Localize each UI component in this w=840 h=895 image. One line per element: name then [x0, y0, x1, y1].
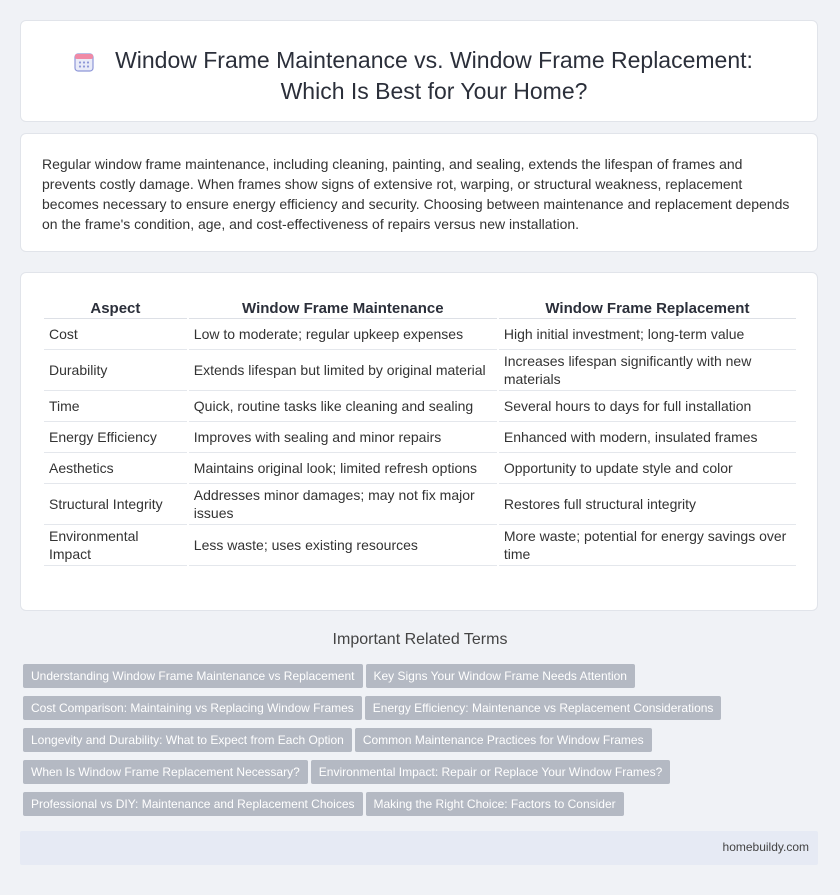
- title-card: [20, 20, 818, 122]
- related-term-tag[interactable]: Energy Efficiency: Maintenance vs Replacement Considerations: [365, 696, 722, 720]
- related-term-tag[interactable]: When Is Window Frame Replacement Necessary?: [23, 760, 308, 784]
- related-term-tag[interactable]: Key Signs Your Window Frame Needs Attention: [366, 664, 635, 688]
- related-terms-heading: Important Related Terms: [332, 631, 508, 648]
- table-cell-aspect: Energy Efficiency: [44, 422, 187, 453]
- table-cell-aspect: Structural Integrity: [44, 484, 187, 525]
- table-row: [44, 484, 796, 525]
- related-term-tag[interactable]: Making the Right Choice: Factors to Consider: [366, 792, 624, 816]
- related-term-tag[interactable]: Common Maintenance Practices for Window Frames: [355, 728, 652, 752]
- table-row: [44, 453, 796, 484]
- table-cell-replacement: Enhanced with modern, insulated frames: [499, 422, 796, 453]
- related-term-tag[interactable]: Cost Comparison: Maintaining vs Replacing Window Frames: [23, 696, 362, 720]
- comparison-card: [20, 272, 818, 611]
- table-cell-replacement: Restores full structural integrity: [499, 484, 796, 525]
- calendar-icon: [73, 51, 95, 73]
- table-cell-maintenance: Maintains original look; limited refresh options: [189, 453, 497, 484]
- table-cell-maintenance: Extends lifespan but limited by original material: [189, 350, 497, 391]
- footer: [20, 831, 818, 865]
- tag-row: [23, 760, 823, 792]
- table-row: [44, 422, 796, 453]
- related-terms-list: [23, 664, 823, 824]
- table-cell-aspect: Time: [44, 391, 187, 422]
- table-row: [44, 391, 796, 422]
- tag-row: [23, 792, 823, 824]
- column-header: Window Frame Maintenance: [189, 295, 497, 319]
- table-cell-replacement: High initial investment; long-term value: [499, 319, 796, 350]
- tag-row: [23, 696, 823, 728]
- table-cell-replacement: More waste; potential for energy savings over time: [499, 525, 796, 566]
- column-header: Window Frame Replacement: [499, 295, 796, 319]
- table-cell-aspect: Environmental Impact: [44, 525, 187, 566]
- related-term-tag[interactable]: Longevity and Durability: What to Expect from Each Option: [23, 728, 352, 752]
- related-term-tag[interactable]: Professional vs DIY: Maintenance and Replacement Choices: [23, 792, 363, 816]
- related-term-tag[interactable]: Environmental Impact: Repair or Replace Your Window Frames?: [311, 760, 671, 784]
- table-cell-aspect: Cost: [44, 319, 187, 350]
- table-row: [44, 350, 796, 391]
- related-term-tag[interactable]: Understanding Window Frame Maintenance vs Replacement: [23, 664, 363, 688]
- table-cell-maintenance: Improves with sealing and minor repairs: [189, 422, 497, 453]
- table-header-row: [44, 295, 796, 319]
- table-cell-maintenance: Quick, routine tasks like cleaning and sealing: [189, 391, 497, 422]
- title-wrap: [21, 45, 817, 107]
- table-cell-aspect: Aesthetics: [44, 453, 187, 484]
- column-header: Aspect: [44, 295, 187, 319]
- footer-site-link[interactable]: homebuildy.com: [722, 840, 809, 854]
- table-cell-maintenance: Low to moderate; regular upkeep expenses: [189, 319, 497, 350]
- tag-row: [23, 728, 823, 760]
- tag-row: [23, 664, 823, 696]
- table-cell-replacement: Several hours to days for full installation: [499, 391, 796, 422]
- intro-paragraph: Regular window frame maintenance, including cleaning, painting, and sealing, extends the lifespan of frames and prevents costly damage. When frames show signs of extensive rot, warping, or structural weakness, replacement becomes necessary to ensure energy efficiency and security. Choosing between maintenance and replacement depends on the frame's condition, age, and cost-effectiveness of repairs versus new installation.: [42, 156, 790, 232]
- page-title: Window Frame Maintenance vs. Window Frame Replacement: Which Is Best for Your Home?: [115, 47, 753, 104]
- table-cell-maintenance: Less waste; uses existing resources: [189, 525, 497, 566]
- table-row: [44, 319, 796, 350]
- comparison-table: [42, 295, 798, 566]
- table-cell-replacement: Increases lifespan significantly with new materials: [499, 350, 796, 391]
- table-cell-aspect: Durability: [44, 350, 187, 391]
- table-cell-maintenance: Addresses minor damages; may not fix major issues: [189, 484, 497, 525]
- intro-card: [20, 133, 818, 252]
- table-cell-replacement: Opportunity to update style and color: [499, 453, 796, 484]
- table-row: [44, 525, 796, 566]
